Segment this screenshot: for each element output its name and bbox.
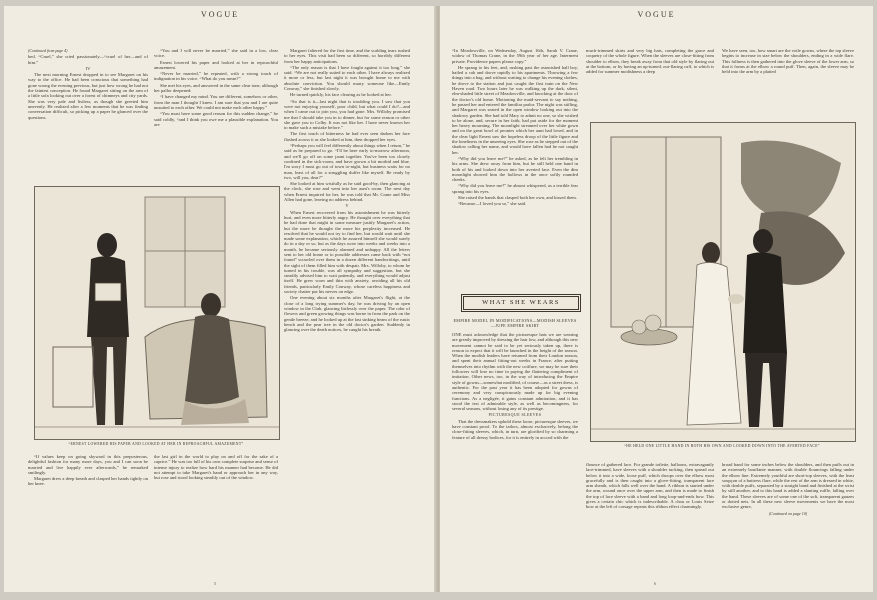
right-page — [440, 6, 873, 592]
paragraph: bed. “Cruel,” she cried passionately—“cruel of her—and of him.” — [28, 54, 148, 65]
paragraph: Margaret drew a deep breath and clasped her hands tightly on her knee. — [28, 476, 148, 487]
paragraph: “So that is it—last night that is troubling you. I saw that you were not enjoying yourself, poor child, but what could I do?—and when I came out to join you, you had gone. Mrs. Willoby promised me that I should take you in to dinner, but for some reason or other she gave you to Colby. It was not like her. I have never known her to make such a mistake before.” — [284, 98, 410, 131]
masthead-right: VOGUE — [637, 10, 676, 19]
left-page — [4, 6, 436, 592]
paragraph: We have seen, too, how smart are the voile gowns, where the top sleeve begins to increase in size below the shoulders, ending in a wide flare. This fullness is then gathered into the glove sleeve of the lower arm, so that it forms at the elbow a round puff. Then, again, the sleeve may be held into the arm by a plaited — [722, 48, 854, 75]
right-col2-bottom — [586, 462, 714, 572]
paragraph: the last girl in the world to play on and off for the sake of a caprice.” He was too full of his own complete surprise and sense of intense injury to realize how hard his manner had become. He did not attempt to take Margaret's hand or approach her in any way, but rose and stood looking steadily out of the window. — [154, 454, 278, 481]
left-col1-top — [28, 48, 148, 176]
continued-note: (Continued on page 10) — [768, 510, 808, 516]
section-heading-box: WHAT SHE WEARS — [463, 296, 579, 310]
section-subheading: EMPIRE MODEL IN MODIFICATIONS—MODISH SLEEVES—JUPE EMPIRE SKIRT — [453, 318, 577, 328]
paragraph: Margaret faltered for the first time, and the scalding tears rushed to her eyes. This visit had been so different, so horribly different from her happy anticipations. — [284, 48, 410, 64]
paragraph: He turned quickly, his face clearing as he looked at her. — [290, 92, 392, 98]
left-caption: “ERNEST LOWERED HIS PAPER AND LOOKED AT HER IN REPROACHFUL AMAZEMENT” — [68, 442, 244, 446]
paragraph: broad band for some inches below the shoulders, and then puffs out in an extremely bouffante manner, with double flouncings falling under the elbow line. Extremely youthful are short-top sleeves, with the least soupçon of a buttress flare, while the rest of the arm is dressed in white, with double puffs, separated by a straight band and finished at the wrist by still another, and to this band is added a slanting ruffle, falling over the hand. These sleeves are of some one of the soft, transparent gauzes or dotted nets. In all these new sleeve movements we have the most exclusive genre, — [722, 462, 854, 510]
left-col2-bottom — [154, 454, 278, 554]
paragraph: “Why did you leave me?” he almost whispered, as a terrible fear sprang into his eyes. — [452, 183, 578, 194]
paragraph: She met his eyes, and answered in the same clear tone, although her pallor deepened: — [154, 82, 278, 94]
chapter-numeral: V — [345, 203, 349, 209]
paragraph: flounce of gathered lace. For grande toilette, balloons, extravagantly lace-trimmed, have sleeves with a shoulder tucking, then spread out below it into a wide, loose puff, which droops over the elbow most gracefully and is then caught into a glove-fitting, transparent lace arm sheath, which falls well over the hand. A ribbon is started under the arm, wound once over the upper arm, and then is made to finish the top of lace sleeve with a band and long loop-and-ends bow. This gives a certain chic which is indescribable. A chou or Louis Seize bow at the left of corsage repeats this ribbon effect charmingly. — [586, 462, 714, 510]
paragraph: She looked at him wistfully as he said good-by, then glancing at the clock, she rose and went into her aunt's room. The next day when Ernest inquired for her, he was told that Mr. Crane and Miss Allen had gone, leaving no address behind. — [284, 181, 410, 203]
paragraph: He sprang to his feet, and, rushing past the astonished hall boy, hailed a cab and drove rapidly to his apartments. Throwing a few things into a bag, and without waiting to change his evening clothes, he drove to the station and just caught the first train on the New Haven road. Two hours later he was walking up the dark, silent, elm-shaded little street of Meadowville, and knocking at the door of the doctor's old home. Motioning the maid-servant to say nothing, he passed her and entered the familiar parlor. The night was stifling, and Margaret was seated in the open window looking out into the shadowy garden. She had told Mary to admit no one, so she wished to be alone, and, secure in her faith, had put aside for the moment her heavy mourning. The moonlight streamed over her white gown and on the great bowl of peonies which her aunt had loved, and in the clear light Ernest saw the hopeless droop of the little figure and the loneliness in the unseeing eyes. She rose as he stepped out of the shadow calling her name, and would have fallen had he not caught her. — [452, 64, 578, 155]
paragraph: The first touch of bitterness he had ever seen darken her face flashed across it as she looked at him, then dropped her eyes. — [284, 131, 410, 142]
paragraph: Ernest lowered his paper and looked at her in reproachful amazement. — [154, 59, 278, 70]
paragraph: “Why did you leave me?” he asked, as he felt her trembling in his arms. She drew away from him, but he still held one hand in both of his and looked down into her averted face. Even the dim moonlight showed him the hollows in the once softly rounded cheeks. — [452, 155, 578, 183]
folio-left: 5 — [214, 581, 216, 586]
illustration-drawing — [591, 123, 855, 441]
left-col1-bottom — [28, 454, 148, 554]
left-col2-top — [154, 48, 278, 176]
paragraph: “The only reason is that I have fought against it too long,” she said. “We are not really suited to each other. I have always realized it more or less, but last night it was brought home to me with absolute conviction. You should marry someone like—Emily Conway,” she finished slowly. — [284, 64, 410, 92]
paragraph: One evening about six months after Margaret's flight, at the close of a long trying summer's day, he was driving by an open window in the Club, glancing listlessly over the paper. The odor of flowers and green growing things was borne in from the park on the gentle breeze, and he looked up at the last sinking beam of the rustic bench and the pear tree in the old doctor's garden. Suddenly in glancing over the death notices, he caught his breath. — [284, 295, 410, 333]
paragraph: That the dressmakers uphold these loose, picturesque sleeves, we have constant proof. To the tailors, almost exclusively, belong the close-fitting sleeves, which, in turn, are glorified by so charming a feature of all dressy bodices, for it is entirely in accord with the — [452, 418, 578, 440]
paragraph: much-trimmed skirts and very big hats, completing the grace and coquetry of the whole figure. When the sleeves are close-fitting from shoulder to elbow, they break away from that old style by flaring out at the bottom, or by having an up-turned, out-flaring cuff, to which is added for summer modishness a deep — [586, 48, 714, 75]
masthead-left: VOGUE — [201, 10, 239, 19]
paragraph: “If values keep on going skyward in this preposterous, delightful fashion for many more days, you and I can soon be married and live happily ever afterwards,” he remarked smilingly. — [28, 454, 148, 475]
illustration-drawing — [35, 187, 279, 439]
paragraph: “Perhaps you will feel differently about things when I return,” he said as he prepared to go. “I'll be here early to-morrow afternoon, and we'll go off on some jaunt together. You've been too closely confined in the sick-room, and have grown a bit morbid and blue. I'm sorry I must go out of town to-night, but business waits for no man, least of all for a struggling duffer like myself. Be ready by two, will you, dear?” — [284, 143, 410, 180]
continued-note: (Continued from page 4) — [28, 48, 68, 53]
paragraph: “Never be married,” he repeated, with a strong touch of indignation in his voice. “What do you mean?” — [154, 71, 278, 82]
paragraph: “You and I will never be married,” she said in a low, clear voice. — [154, 48, 278, 59]
chapter-numeral: IV — [85, 65, 91, 71]
paragraph: “Because—I loved you so,” she said. — [458, 201, 527, 207]
paragraph: She raised the hands that clasped both her own, and kissed them. — [458, 195, 578, 201]
right-col1-top — [452, 48, 578, 282]
left-col3 — [284, 48, 410, 546]
illustration-garden-scene — [590, 122, 856, 442]
right-col1-bottom — [452, 332, 578, 572]
right-col3-top — [722, 48, 854, 114]
subheading: PICTURESQUE SLEEVES — [488, 412, 542, 418]
right-caption: “HE HELD ONE LITTLE HAND IN BOTH HIS OWN AND LOOKED DOWN INTO THE AVERTED FACE” — [624, 444, 820, 448]
paragraph: When Ernest recovered from his astonishment he was bitterly hurt, and even more bitterly angry. He thought over everything that he had done that might in some measure justify Margaret's action, but the more he thought the more his perplexity increased. He resolved that he would not try to find her, but would wait until she made some explanation, which he assured himself she would surely do in a day or so, but as the days wore into weeks and weeks into a month, he became seriously alarmed and unhappy. All the letters sent to her old home or to possible addresses came back with “not found” scrawled over them in a dozen different handwritings, until the sight of them filled him with despair. Mrs. Willoby, to whom he turned in his trouble, was all sympathy and suggestion, but she steadily advised him to wait patiently, and everything would adjust itself. He grew worn and thin with anxiety, avoiding all his old friends, particularly Emily Conway, whose careless happiness and society chatter put his nerves on edge. — [284, 209, 410, 295]
right-col3-bottom — [722, 462, 854, 572]
folio-right: 6 — [654, 581, 656, 586]
paragraph: The next morning Ernest dropped in to see Margaret on his way to the office. He had been conscious that something had gone wrong the evening previous, but just how wrong he had not the faintest conception. He found Margaret sitting on the arm of a little sofa looking out over a forest of chimneys and city yards. She was very pale and listless, as though she greeted him unevenly. He realized after a few moments that he was finding conversation difficult, so picking up a paper he glanced over the questions. — [28, 72, 148, 120]
paragraph: ONE must acknowledge that the picturesque hats we are wearing are greatly improved by dressing the hair low, and although this new movement cannot be said to be yet seriously taken up, there is reason to expect that it will be launched in the height of the season. When the modish leaders have returned from their London season, and spent their annual fitting-out weeks in France, after putting themselves into rhythm with the new coiffure, we may be sure their followers will lose no time in paying the flattering compliment of imitation. Other news, too, in the way of introducing the Empire style of gowns—somewhat modified, of course—as a street dress, is authentic. For the past year it has been adopted for gowns of ceremony and very conspicuously made up for big evening functions. As a negligée, it gains constant admiration, and it has stood the test of admirable style, as well as becomingness, for several seasons, without losing any of its prestige. — [452, 332, 578, 412]
right-col2-top — [586, 48, 714, 114]
illustration-reading-scene — [34, 186, 280, 440]
paragraph: “In Meadowville, on Wednesday, August 16th, Sarah V. Crane, widow of Thomas Crane, in the 59th year of her age. Interment private. Providence papers please copy.” — [452, 48, 578, 64]
paragraph: “I have changed my mind. You are different, somehow or other, from the man I thought I knew. I am sure that you and I are quite unsuited to each other. We could not make each other happy.” — [154, 94, 278, 110]
paragraph: “You must have some good reason for this sudden change,” he said coldly, “and I think you owe me a plausible explanation. You are — [154, 111, 278, 127]
